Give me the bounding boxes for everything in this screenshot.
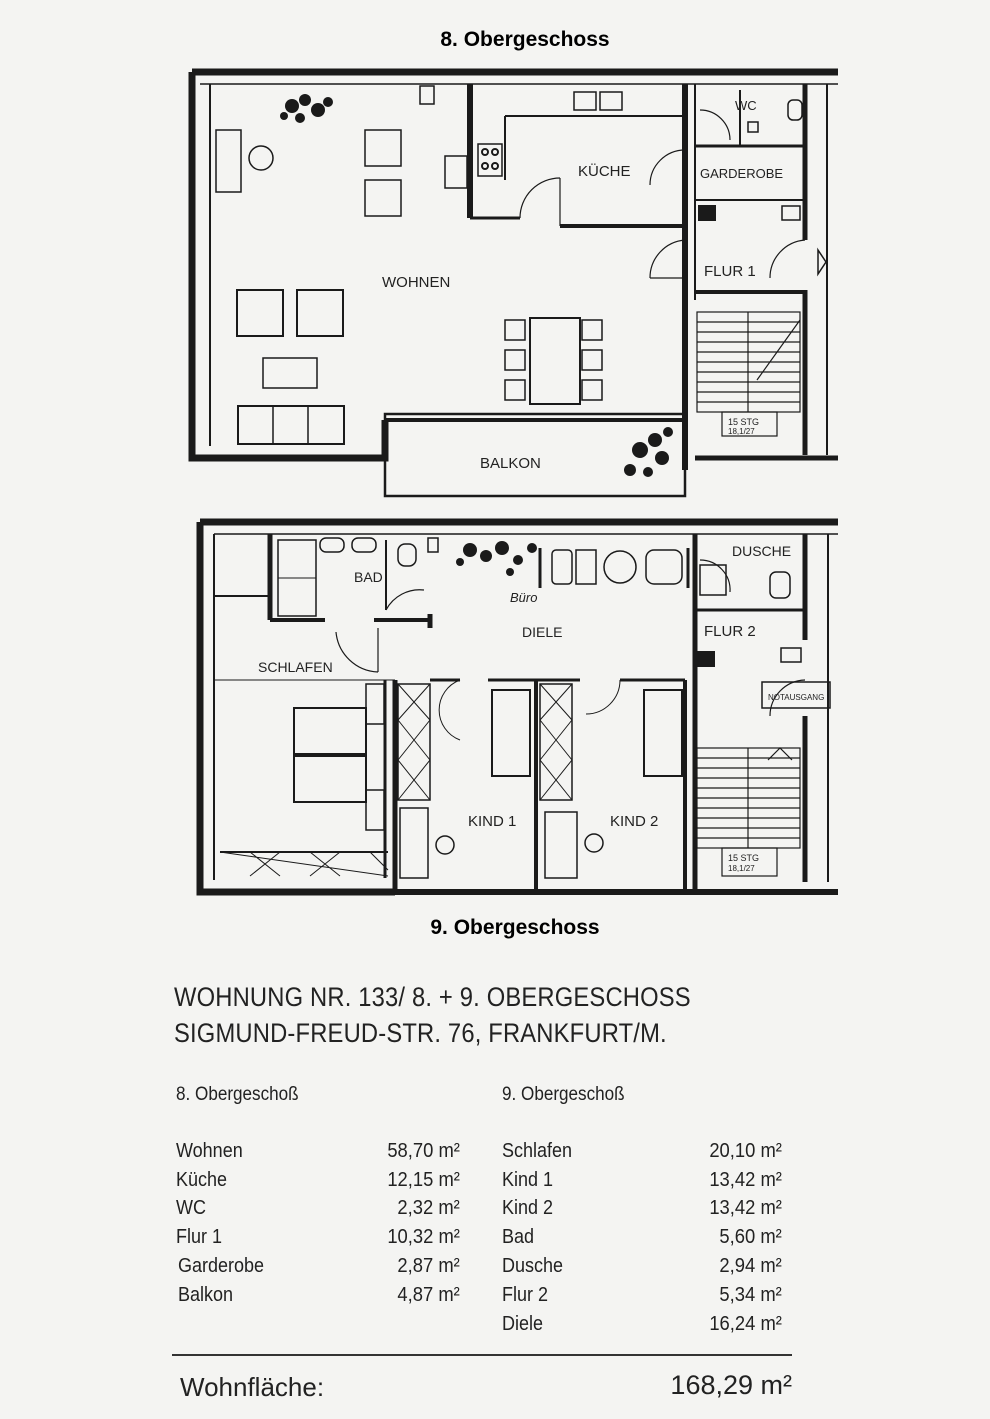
room-area: 20,10 m²	[709, 1140, 782, 1162]
label-wc: WC	[735, 98, 757, 113]
room-name: Bad	[502, 1226, 535, 1248]
total-divider	[172, 1354, 792, 1356]
room-name: WC	[176, 1197, 206, 1219]
room-name: Diele	[502, 1313, 544, 1335]
room-area: 2,87 m²	[397, 1255, 460, 1277]
room-name: Kind 1	[502, 1169, 554, 1191]
stairs-ratio-8: 18,1/27	[728, 427, 755, 436]
room-area: 58,70 m²	[387, 1140, 460, 1162]
room-name: Garderobe	[178, 1255, 265, 1277]
room-area: 12,15 m²	[387, 1169, 460, 1191]
label-diele: DIELE	[522, 624, 563, 640]
floor-plan-8	[0, 0, 990, 500]
label-wohnen: WOHNEN	[382, 274, 451, 291]
label-garderobe: GARDEROBE	[700, 166, 784, 181]
plant-icon	[456, 541, 537, 576]
room-area: 16,24 m²	[709, 1313, 782, 1335]
address-line: SIGMUND-FREUD-STR. 76, FRANKFURT/M.	[174, 1018, 667, 1048]
room-name: Wohnen	[176, 1140, 243, 1162]
label-buero: Büro	[510, 590, 538, 605]
label-kueche: KÜCHE	[578, 163, 631, 180]
room-name: Balkon	[178, 1284, 234, 1306]
label-kind2: KIND 2	[610, 813, 659, 830]
room-name: Flur 1	[176, 1226, 223, 1248]
room-area: 4,87 m²	[397, 1284, 460, 1306]
room-area: 2,94 m²	[719, 1255, 782, 1277]
apartment-heading: WOHNUNG NR. 133/ 8. + 9. OBERGESCHOSS	[174, 982, 691, 1012]
room-area: 5,60 m²	[719, 1226, 782, 1248]
floor-8-column-heading: 8. Obergeschoß	[176, 1084, 299, 1105]
room-area: 13,42 m²	[709, 1169, 782, 1191]
label-balkon: BALKON	[480, 455, 541, 472]
label-bad: BAD	[354, 569, 383, 585]
stairs-count-8: 15 STG	[728, 417, 760, 427]
label-kind1: KIND 1	[468, 813, 517, 830]
label-schlafen: SCHLAFEN	[258, 659, 333, 675]
stairs-count-9: 15 STG	[728, 853, 760, 863]
label-flur1: FLUR 1	[704, 263, 756, 280]
stairs-ratio-9: 18,1/27	[728, 864, 755, 873]
total-value: 168,29 m²	[670, 1370, 792, 1400]
room-name: Kind 2	[502, 1197, 554, 1219]
room-area: 13,42 m²	[709, 1197, 782, 1219]
label-flur2: FLUR 2	[704, 623, 756, 640]
floor-9-title: 9. Obergeschoss	[430, 916, 600, 939]
room-name: Schlafen	[502, 1140, 573, 1162]
floor-8-title: 8. Obergeschoss	[440, 28, 610, 51]
room-name: Dusche	[502, 1255, 564, 1277]
total-label: Wohnfläche:	[180, 1372, 325, 1402]
room-area: 5,34 m²	[719, 1284, 782, 1306]
room-area: 2,32 m²	[397, 1197, 460, 1219]
room-name: Küche	[176, 1169, 228, 1191]
floor-9-column-heading: 9. Obergeschoß	[502, 1084, 625, 1105]
label-dusche: DUSCHE	[732, 543, 792, 559]
room-name: Flur 2	[502, 1284, 549, 1306]
room-area: 10,32 m²	[387, 1226, 460, 1248]
label-notausgang: NOTAUSGANG	[768, 693, 825, 702]
